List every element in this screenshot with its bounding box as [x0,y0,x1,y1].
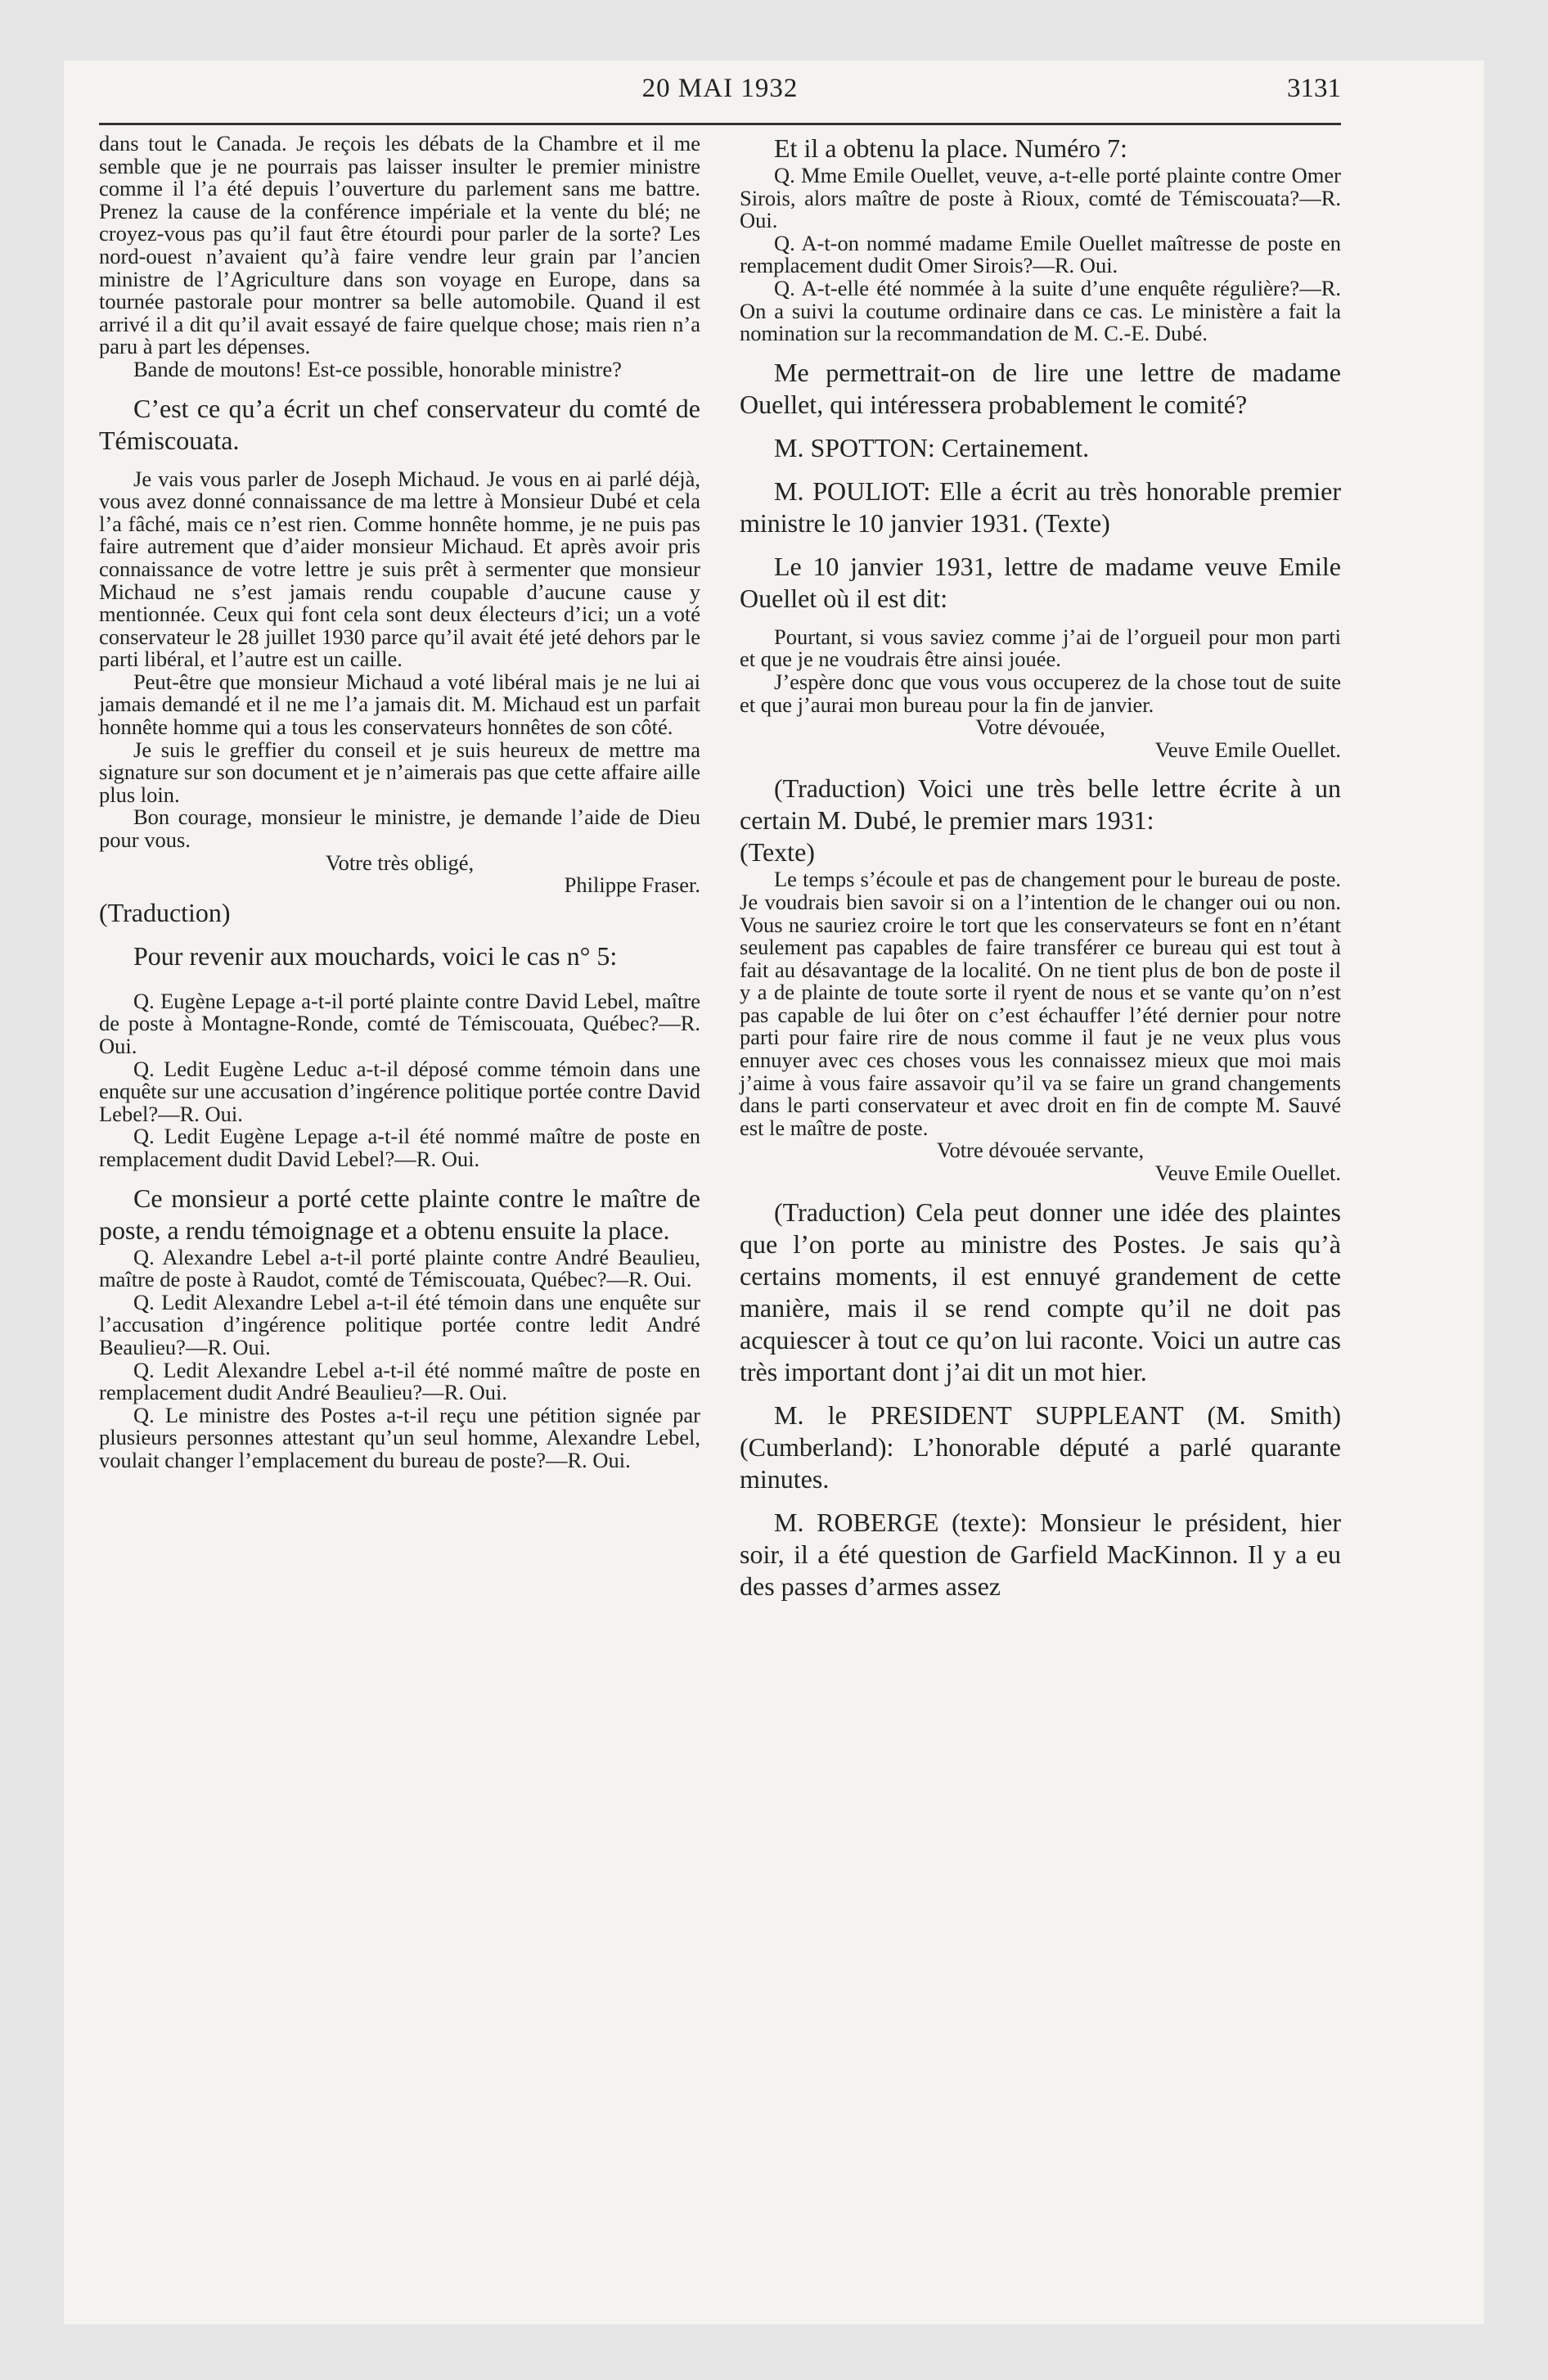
paragraph: Me permettrait-on de lire une lettre de madame Ouellet, qui intéressera probablement le comité? [740,357,1341,419]
left-column [99,133,700,1472]
paragraph: Philippe Fraser. [564,872,700,898]
paragraph: Veuve Emile Ouellet. [1154,737,1341,762]
page-date: 20 MAI 1932 [641,74,799,103]
paragraph: Q. Ledit Eugène Leduc a-t-il déposé comme témoin dans une enquête sur une accusation d’ingérence politique portée contre David Lebel?—R. Oui. [99,1056,700,1126]
paragraph: Le temps s’écoule et pas de changement pour le bureau de poste. Je voudrais bien savoir si on a l’intention de le changer oui ou non. Vous ne sauriez croire le tort que les conservateurs se font en n’étant seulement pas capables de faire transférer ce bureau qui est tout à fait au désavantage de la localité. On ne tient plus de bon de poste il y a de plainte de toute sorte il ryent de nous et se vante qu’on n’est pas capable de lui ôter on c’est échauffer l’été dernier pour notre parti pour faire rire de nous comme il faut je ne veux plus vous ennuyer avec ces choses vous les connaissez mieux que moi mais j’aime à vous faire assavoir qu’il va se faire un grand changements dans le parti conservateur et avec droit en fin de compte M. Sauvé est le maître de poste. [740,867,1341,1140]
paragraph: (Traduction) Voici une très belle lettre écrite à un certain M. Dubé, le premier mars 1931: [740,773,1341,836]
right-column [740,133,1341,1602]
paragraph: Q. Le ministre des Postes a-t-il reçu une pétition signée par plusieurs personnes attestant qu’un seul homme, Alexandre Lebel, voulait changer l’emplacement du bureau de poste?—R. Oui. [99,1402,700,1472]
paragraph: Q. Ledit Eugène Lepage a-t-il été nommé maître de poste en remplacement dudit David Lebel?—R. Oui. [99,1124,700,1171]
paragraph: Pour revenir aux mouchards, voici le cas n° 5: [133,940,618,971]
paragraph: Peut-être que monsieur Michaud a voté libéral mais je ne lui ai jamais demandé et il ne me l’a jamais dit. M. Michaud est un parfait honnête homme qui a tous les conservateurs honnêtes de son côté. [99,669,700,740]
paragraph: Bande de moutons! Est-ce possible, honorable ministre? [133,356,622,381]
paragraph: M. SPOTTON: Certainement. [774,432,1090,462]
paragraph: Ce monsieur a porté cette plainte contre le maître de poste, a rendu témoignage et a obtenu ensuite la place. [99,1183,700,1245]
page-number: 3131 [1287,74,1341,103]
paragraph: Et il a obtenu la place. Numéro 7: [774,133,1127,163]
paragraph: M. le PRESIDENT SUPPLEANT (M. Smith) (Cumberland): L’honorable député a parlé quarante minutes. [740,1400,1341,1494]
paragraph: Q. Ledit Alexandre Lebel a-t-il été témoin dans une enquête sur l’accusation d’ingérence politique portée contre ledit André Beaulieu?—R. Oui. [99,1289,700,1359]
paragraph: Q. A-t-elle été nommée à la suite d’une enquête régulière?—R. On a suivi la coutume ordinaire dans ce cas. Le ministère a fait la nomination sur la recommandation de M. C.-E. Dubé. [740,275,1341,346]
paragraph: (Traduction) Cela peut donner une idée des plaintes que l’on porte au ministre des Postes. Je sais qu’à certains moments, il est ennuyé grandement de cette manière, mais il se rend compte qu’il ne doit pas acquiescer à tout ce qu’on lui raconte. Voici un autre cas très important dont j’ai dit un mot hier. [740,1197,1341,1386]
paragraph: M. ROBERGE (texte): Monsieur le président, hier soir, il a été question de Garfield MacKinnon. Il y a eu des passes d’armes assez [740,1507,1341,1601]
paragraph: Q. Alexandre Lebel a-t-il porté plainte contre André Beaulieu, maître de poste à Raudot, comté de Témiscouata, Québec?—R. Oui. [99,1244,700,1292]
paragraph: C’est ce qu’a écrit un chef conservateur du comté de Témiscouata. [99,393,700,455]
paragraph: M. POULIOT: Elle a écrit au très honorable premier ministre le 10 janvier 1931. (Texte) [740,476,1341,538]
paragraph: Votre très obligé, [325,850,475,875]
header-rule [99,123,1341,125]
paragraph: Pourtant, si vous saviez comme j’ai de l’orgueil pour mon parti et que je ne voudrais être ainsi jouée. [740,624,1341,672]
paragraph: Je suis le greffier du conseil et je suis heureux de mettre ma signature sur son document et je n’aimerais pas que cette affaire aille plus loin. [99,737,700,807]
paragraph: Le 10 janvier 1931, lettre de madame veuve Emile Ouellet où il est dit: [740,551,1341,613]
paragraph: Je vais vous parler de Joseph Michaud. Je vous en ai parlé déjà, vous avez donné connaissance de ma lettre à Monsieur Dubé et cela l’a fâché, mais ce n’est rien. Comme honnête homme, je ne puis pas faire autrement que d’aider monsieur Michaud. Et après avoir pris connaissance de votre lettre je suis prêt à sermenter que monsieur Michaud ne s’est jamais rendu coupable d’aucune cause y mentionnée. Ceux qui font cela sont deux électeurs d’ici; un a voté conservateur le 28 juillet 1930 parce qu’il avait été jeté dehors par le parti libéral, et l’autre est un caille. [99,466,700,672]
paragraph: Q. Eugène Lepage a-t-il porté plainte contre David Lebel, maître de poste à Montagne-Ronde, comté de Témiscouata, Québec?—R. Oui. [99,988,700,1058]
paragraph: Veuve Emile Ouellet. [1154,1161,1341,1186]
paragraph: Q. Ledit Alexandre Lebel a-t-il été nommé maître de poste en remplacement dudit André Beaulieu?—R. Oui. [99,1357,700,1405]
paragraph: Bon courage, monsieur le ministre, je demande l’aide de Dieu pour vous. [99,805,700,853]
paragraph: (Traduction) [99,897,231,927]
page-header [99,74,1341,123]
paragraph: dans tout le Canada. Je reçois les débats de la Chambre et il me semble que je ne pourrais pas laisser insulter le premier ministre comme il l’a été depuis l’ouverture du parlement sans me battre. Prenez la cause de la conférence impériale et la vente du blé; ne croyez-vous pas qu’il faut être étourdi pour parler de la sorte? Les nord-ouest n’avaient qu’à faire vendre leur grain par l’ancien ministre de l’Agriculture dans son voyage en Europe, dans sa tournée pastorale pour montrer sa belle automobile. Quand il est arrivé il a dit qu’il avait essayé de faire quelque chose; mais rien n’a paru à part les dépenses. [99,131,700,359]
paragraph: Q. Mme Emile Ouellet, veuve, a-t-elle porté plainte contre Omer Sirois, alors maître de poste à Rioux, comté de Témiscouata?—R. Oui. [740,163,1341,233]
paragraph: Votre dévouée servante, [936,1138,1145,1163]
paragraph: J’espère donc que vous vous occuperez de la chose tout de suite et que j’aurai mon bureau pour la fin de janvier. [740,669,1341,717]
paragraph: Votre dévouée, [975,714,1105,740]
paragraph: Q. A-t-on nommé madame Emile Ouellet maîtresse de poste en remplacement dudit Omer Sirois?—R. Oui. [740,230,1341,278]
paragraph: (Texte) [740,837,815,868]
